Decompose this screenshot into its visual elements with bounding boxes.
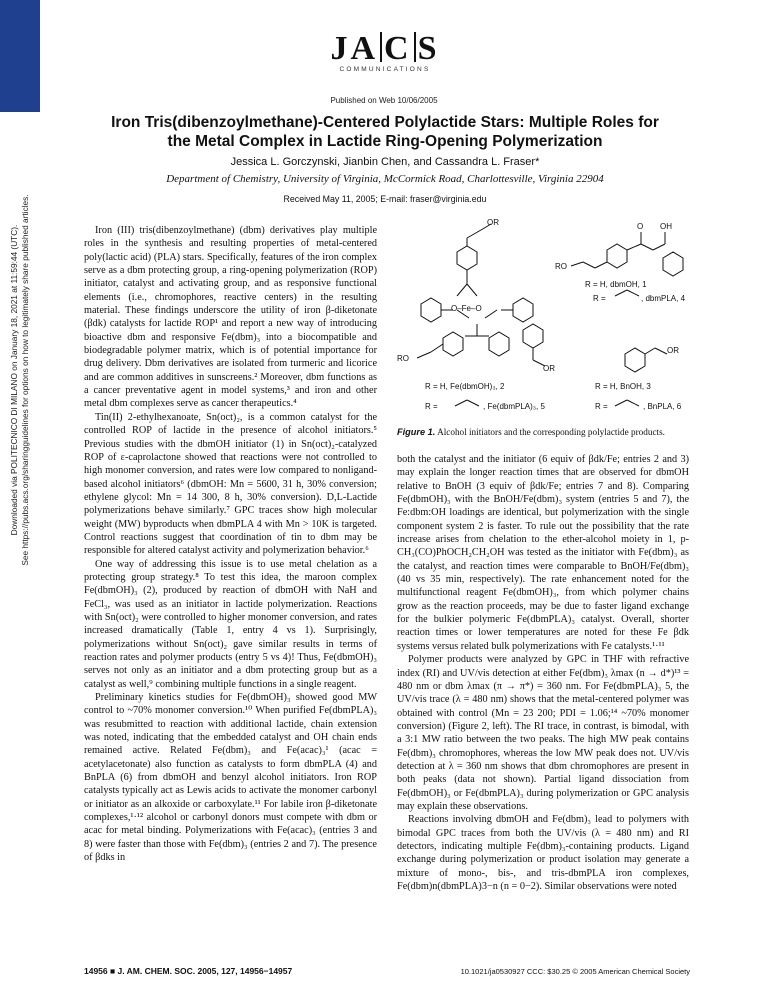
label-fe-dbmoh: R = H, Fe(dbmOH)₃, 2 — [425, 382, 505, 391]
label-o-carbonyl: O — [637, 222, 644, 231]
caption-label: Figure 1. — [397, 427, 436, 437]
journal-logo — [320, 30, 450, 73]
journal-logo-letters: JA C S — [330, 30, 440, 67]
body-column-left — [84, 224, 377, 865]
page-footer-doi: 10.1021/ja0530927 CCC: $30.25 © 2005 American Chemical Society — [460, 967, 690, 976]
label-bnoh: R = H, BnOH, 3 — [595, 382, 651, 391]
label-ro-left: RO — [397, 354, 409, 363]
affiliation: Department of Chemistry, University of Virginia, McCormick Road, Charlottesville, Virginia 22904 — [166, 173, 604, 185]
received-info: Received May 11, 2005; E-mail: fraser@virginia.edu — [283, 194, 487, 204]
caption-text: Alcohol initiators and the corresponding polylactide products. — [437, 427, 665, 437]
label-or-top: OR — [487, 218, 499, 227]
paragraph: Tin(II) 2-ethylhexanoate, Sn(oct)₂, is a common catalyst for the controlled ROP of lactide in the presence of alcohol initiators.⁵ Previous studies with the dbmOH initiator (1) in Sn(oct)₂-catalyzed ROP of ε-caprolactone showed that reactions were not controlled to high monomer conversion, and rates were low compared to nonligand-based alcohol initiators⁶ (dbmOH: Mn = 5600, 31 h, 30% conversion; ethylene glycol: Mn = 14 300, 8 h, 30% conversion). D,L-Lactide polymerizations behave similarly.⁷ GPC traces show high molecular weight (MW) byproducts when dbmPLA 4 with Mn > 10K is targeted. Control reactions suggest that coordination of tin to dbm may be responsible for altered catalyst activity and polymerization behavior.⁶ — [84, 411, 377, 557]
benzene-ring — [625, 348, 645, 372]
label-bnpla-name: , BnPLA, 6 — [643, 402, 682, 411]
benzene-ring — [457, 246, 477, 270]
page-footer-citation: 14956 ■ J. AM. CHEM. SOC. 2005, 127, 14956−14957 — [84, 966, 293, 976]
published-date: Published on Web 10/06/2005 — [330, 96, 438, 105]
download-notice — [0, 80, 40, 680]
label-or-bottom: OR — [543, 364, 555, 373]
label-dbmoh: R = H, dbmOH, 1 — [585, 280, 647, 289]
label-oh: OH — [660, 222, 672, 231]
label-dbmpla-name: , dbmPLA, 4 — [641, 294, 686, 303]
label-fe-center: O–Fe–O — [451, 304, 482, 313]
benzene-ring — [489, 332, 509, 356]
paragraph: Iron (III) tris(dibenzoylmethane) (dbm) derivatives play multiple roles in the synthesis and resulting properties of metal-centered poly(lactic acid) (PLA) stars. Specifically, features of the iron complex serve as a dbm protecting group, a ring-opening polymerization (ROP) initiator, catalyst and activating group, and as responsive functional elements (i.e., chromophores, reactive centers) in the resulting material. These findings underscore the utility of iron β-diketonate (βdk) catalysts for lactide ROP¹ and report a new way of introducing bioactive dbm and responsive Fe(dbm)₃ into a biocompatible and biodegradable polymer matrix, which is of potential importance for drug delivery. Dbm derivatives are isolated from turmeric and licorice and are common additives in sunscreens.² Moreover, dbm functions as a cancer preventative agent in model systems,³ and iron and other metal dbm complexes serve as cancer therapeutics.⁴ — [84, 225, 377, 410]
article-title — [60, 113, 710, 151]
paragraph: One way of addressing this issue is to use metal chelation as a protecting group strategy.⁸ To test this idea, the maroon complex Fe(dbmOH)₃ (2), produced by reaction of dbmOH with NaH and FeCl₃, was used as an initiator in lactide polymerization. Reactions with Sn(oct)₂ were controlled to higher monomer conversion, and rates increased dramatically (Table 1, entry 4 vs 1). Surprisingly, polymerizations without Sn(oct)₂ gave similar results in terms of reaction rates and polymer products (entry 5 vs 4)! Thus, Fe(dbmOH)₃ serves not only as an initiator and a dbm protecting group but as a catalyst as well,⁹ combining multiple functions in a single reagent. — [84, 558, 377, 690]
benzene-ring — [607, 244, 627, 268]
download-notice-line1: Downloaded via POLITECNICO DI MILANO on January 18, 2021 at 11:59:44 (UTC). — [9, 224, 19, 536]
benzene-ring — [523, 324, 543, 348]
journal-logo-sub: COMMUNICATIONS — [339, 66, 431, 73]
figure-1-structures — [395, 218, 695, 436]
paragraph: both the catalyst and the initiator (6 equiv of βdk/Fe; entries 2 and 3) may explain the longer reaction times that are observed for dbmOH relative to BnOH (3 equiv of βdk/Fe; entries 7 and 8). Comparing Fe(dbmOH)₃ with the BnOH/Fe(dbm)₃ system (entries 5 and 7), the Fe:dbm:OH loadings are identical, but polymerization with the single component system 2 is faster. To rule out the possibility that the rate increase arises from chelation to the ether-alcohol moiety in 1, p-CH₃(CO)PhOCH₂CH₂OH was tested as the initiator with Fe(dbm)₃ as the catalyst, and reaction times were comparable to BnOH/Fe(dbm)₃ (40 vs 35 min, respectively). The rate enhancement noted for the multifunctional reagent Fe(dbmOH)₃, from which polymer chains grow as the reaction proceeds, may be due to faster ligand exchange for the bulkier polymeric Fe(dbmPLA)₃ catalyst. Overall, shorter reaction times or lower temperatures are noted for these Fe βdk systems versus related bulk polymerizations with Fe catalysts.¹·¹¹ — [397, 454, 689, 652]
benzene-ring — [421, 298, 441, 322]
label-r-fe-pla: R = — [425, 402, 438, 411]
label-r-dbmpla: R = — [593, 294, 606, 303]
label-or-bn: OR — [667, 346, 679, 355]
body-column-right — [397, 453, 689, 893]
author-list: Jessica L. Gorczynski, Jianbin Chen, and Cassandra L. Fraser* — [230, 156, 540, 168]
benzene-ring — [513, 298, 533, 322]
benzene-ring — [663, 252, 683, 276]
figure-caption — [397, 427, 692, 437]
paragraph: Polymer products were analyzed by GPC in THF with refractive index (RI) and UV/vis detection at either Fe(dbm)₃ λmax (n → d*)¹³ = 480 nm or dbm λmax (π → π*) = 360 nm. For Fe(dbmPLA)₃ 5, the UV/vis trace (λ = 480 nm) shows that the metal-centered polymer was obtained with control (Mn = 23 200; PDI = 1.06;¹⁴ ~70% monomer conversion) (Figure 2, left). The RI trace, in contrast, is bimodal, with a 3:1 MW ratio between the two peaks. The high MW peak contains Fe(dbm)₃ chromophores, whereas the low MW peak does not. UV/vis detection at λ = 360 nm shows that dbm chromophores are present in both peaks (data not shown). Partial ligand dissociation from Fe(dbmOH)₃ or Fe(dbmPLA)₃ during polymerization or GPC analysis may explain these observations. — [397, 654, 689, 812]
benzene-ring — [443, 332, 463, 356]
label-ro-dbm: RO — [555, 262, 567, 271]
download-notice-line2: See https://pubs.acs.org/sharingguidelines for options on how to legitimately share published articles. — [20, 194, 30, 566]
paragraph: Reactions involving dbmOH and Fe(dbm)₃ lead to polymers with bimodal GPC traces from both the UV/vis (λ = 480 nm) and RI detectors, indicating multiple Fe(dbm)₃-containing products. Ligand exchange during polymerization or product isolation may generate a mixture of mono-, bis-, and tris-dbmPLA iron complexes, Fe(dbm)n(dbmPLA)3−n (n = 0−2). Similar observations were noted — [397, 814, 689, 892]
paragraph: Preliminary kinetics studies for Fe(dbmOH)₃ showed good MW control to ~70% monomer conversion.¹⁰ When purified Fe(dbmPLA)₃ was resubmitted to reaction with additional lactide, chain extension was noted, indicating that the embedded catalyst and OH chain ends remained active. Related Fe(dbm)₃ and Fe(acac)₃¹ (acac = acetylacetonate) also function as catalysts to form dbmPLA (4) and BnPLA (6) from dbmOH and benzyl alcohol initiators. Iron ROP catalysts typically act as Lewis acids to activate the monomer carbonyl or initiator as an alkoxide or carboxylate.¹¹ For labile iron β-diketonate complexes,¹·¹² alcohol or carbonyl donors must compete with dbm or acac for metal binding. Polymerizations with Fe(acac)₃ (entries 3 and 8) were faster than those with Fe(dbm)₃ (entries 2 and 7). The presence of βdks in — [84, 692, 377, 864]
label-r-bnpla: R = — [595, 402, 608, 411]
label-fe-pla-name: , Fe(dbmPLA)₃, 5 — [483, 402, 545, 411]
title-line-2: the Metal Complex in Lactide Ring-Opening Polymerization — [167, 133, 603, 150]
title-line-1: Iron Tris(dibenzoylmethane)-Centered Polylactide Stars: Multiple Roles for — [111, 114, 659, 131]
